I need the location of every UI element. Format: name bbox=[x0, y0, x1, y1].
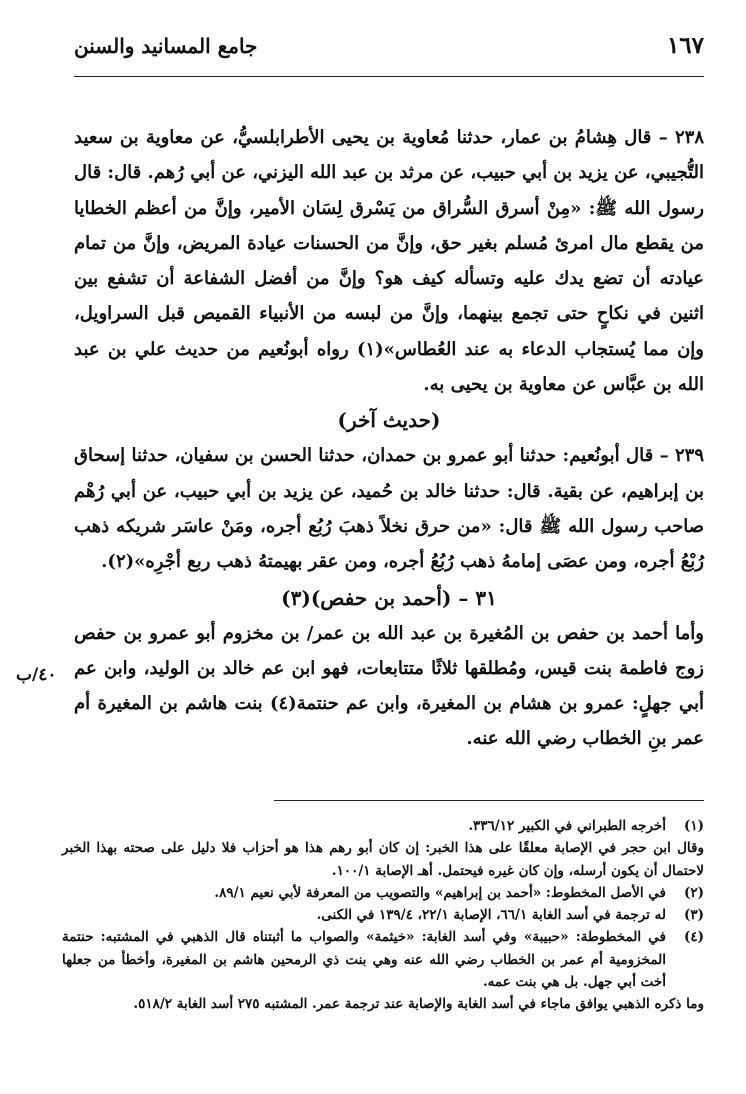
book-title: جامع المسانيد والسنن bbox=[74, 34, 258, 58]
main-text bbox=[74, 120, 704, 757]
footnote-number: (١) bbox=[683, 818, 704, 834]
footnote-4-continuation: وما ذكره الذهبي يوافق ماجاء في أسد الغابة والإصابة عند ترجمة عمر. المشتبه ٢٧٥ أسد الغابة ٥١٨/٢. bbox=[133, 996, 704, 1013]
footnotes bbox=[62, 815, 704, 1016]
footnote-divider bbox=[274, 800, 704, 801]
running-header bbox=[74, 30, 704, 77]
footnote-1 bbox=[62, 815, 704, 837]
page-number: ١٦٧ bbox=[666, 32, 704, 59]
hadith-238: ٢٣٨ – قال هِشامُ بن عمار، حدثنا مُعاوية بن يحيى الأطرابلسيُّ، عن معاوية بن سعيد التُّجيبي، عن يزيد بن أبي حبيب، عن مرثد بن عبد الله اليزني، عن أبي رُهم. قال: قال رسول الله ﷺ: «مِنْ أسرق السُّراق من يَسْرق لِسَان الأمير، وإنَّ من أعظم الخطايا من يقطع مال امرئ مُسلم بغير حق، وإنَّ من الحسنات عيادة المريض، وإنَّ من تمام عيادته أن تضع يدك عليه وتسأله كيف هو؟ وإنَّ من أفضل الشفاعة أن تشفع بين اثنين في نكاحٍ حتى تجمع بينهما، وإنَّ من لبسه من الأنبياء القميص قبل السراويل، وإن مما يُستجاب الدعاء به عند العُطاس»(١) رواه أبونُعيم من حديث علي بن عبد الله بن عبَّاس عن معاوية بن يحيى به. bbox=[74, 127, 704, 396]
section-heading-ahmad-ibn-hafs: ٣١ – (أحمد بن حفص)(٣) bbox=[281, 585, 497, 610]
footnote-text: في الأصل المخطوط: «أحمد بن إبراهيم» والتصويب من المعرفة لأبي نعيم ٨٩/١. bbox=[214, 884, 666, 901]
manuscript-folio-note: ٤٠/ب bbox=[16, 665, 57, 685]
footnote-4 bbox=[62, 926, 704, 993]
hadith-239: ٢٣٩ – قال أبونُعيم: حدثنا أبو عمرو بن حمدان، حدثنا الحسن بن سفيان، حدثنا إسحاق بن إبراهيم، عن بقية. قال: حدثنا خالد بن حُميد، عن يزيد بن أبي حبيب، عن أبي رُهْم صاحب رسول الله ﷺ قال: «من حرق نخلاً ذهبَ رُبُع أجره، ومَنْ عاسَر شريكه ذهب رُبْعُ أجره، ومن عصَى إمامهُ ذهب رُبُعُ أجره، ومن عقر بهيمتهُ ذهب ربع أجْرِه»(٢). bbox=[74, 445, 704, 573]
footnote-2 bbox=[62, 882, 704, 904]
footnote-1-continuation: وقال ابن حجر في الإصابة معلقًا على هذا الخبر: إن كان أبو رهم هذا هو أحزاب فلا دليل على صحته بهذا الخبر لاحتمال أن يكون أرسله، وإن كان غيره فيحتمل. أهـ الإصابة ١٠٠/١. bbox=[62, 840, 704, 879]
section-heading-hadith-akhar: (حديث آخر) bbox=[337, 408, 441, 433]
footnote-3 bbox=[62, 904, 704, 926]
footnote-text: أخرجه الطبراني في الكبير ٣٣٦/١٢. bbox=[468, 818, 666, 834]
footnote-number: (٣) bbox=[683, 907, 704, 924]
footnote-text: في المخطوطة: «حبيبة» وفي أسد الغابة: «خيثمة» والصواب ما أثبتناه قال الذهبي في المشتبه: حنتمة المخزومية أم عمر بن الخطاب رضي الله عنه وهي بنت ذي الرمحين هاشم بن المغيرة، وأخطأ من جعلها أخت أبي جهل. بل هي بنت عمه. bbox=[62, 929, 666, 991]
footnote-number: (٤) bbox=[683, 929, 704, 946]
biography-paragraph: وأما أحمد بن حفص بن المُغيرة بن عبد الله بن عمر/ بن مخزوم أبو عمرو بن حفص زوج فاطمة بنت قيس، ومُطلقها ثلاثًا متتابعات، فهو ابن عم خالد بن الوليد، وابن عم أبي جهلٍ: عمرو بن هشام بن المغيرة، وابن عم حنتمة(٤) بنت هاشم بن المغيرة أم عمر بنِ الخطاب رضي الله عنه. bbox=[74, 622, 704, 750]
footnote-number: (٢) bbox=[683, 884, 704, 901]
footnote-text: له ترجمة في أسد الغابة ٦٦/١، الإصابة ٢٢/١، ١٣٩/٤ في الكنى. bbox=[316, 907, 666, 924]
